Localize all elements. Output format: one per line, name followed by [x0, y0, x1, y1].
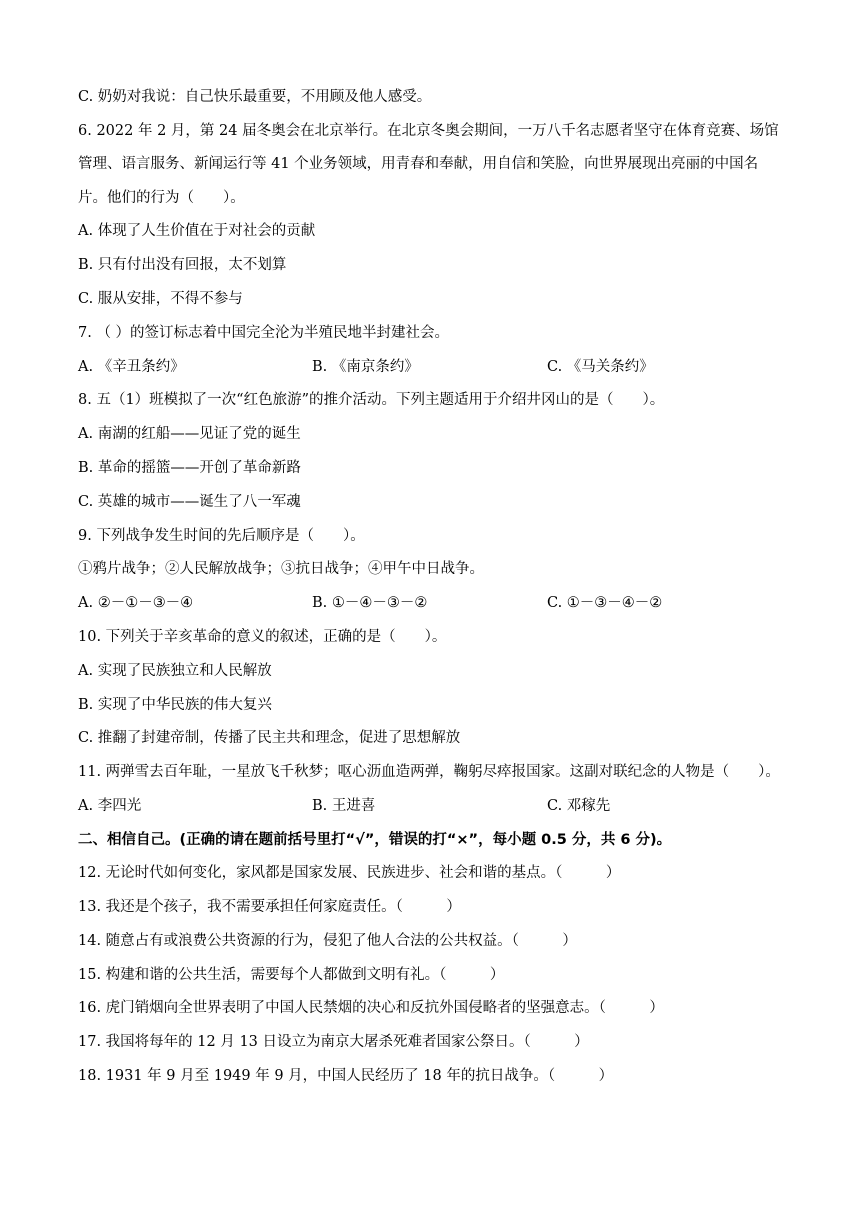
question-11-option-b: B. 王进喜 — [312, 798, 376, 814]
question-11-options — [78, 797, 798, 815]
question-10-option-a: A. 实现了民族独立和人民解放 — [78, 663, 272, 679]
section-2-heading: 二、相信自己。(正确的请在题前括号里打“√”，错误的打“×”，每小题 0.5 分，共 6 分)。 — [78, 832, 672, 848]
question-12-text: 12. 无论时代如何变化，家风都是国家发展、民族进步、社会和谐的基点。（ ） — [78, 865, 621, 881]
question-8-text: 8. 五（1）班模拟了一次“红色旅游”的推介活动。下列主题适用于介绍井冈山的是（ ）。 — [78, 392, 665, 408]
question-10-text: 10. 下列关于辛亥革命的意义的叙述，正确的是（ ）。 — [78, 629, 447, 645]
question-9-option-a: A. ②－①－③－④ — [78, 595, 194, 611]
question-7-option-a: A. 《辛丑条约》 — [78, 359, 185, 375]
question-9-option-b: B. ①－④－③－② — [312, 595, 428, 611]
question-9-text: 9. 下列战争发生时间的先后顺序是（ ）。 — [78, 528, 365, 544]
question-9-items: ①鸦片战争；②人民解放战争；③抗日战争；④甲午中日战争。 — [78, 561, 484, 577]
question-14-text: 14. 随意占有或浪费公共资源的行为，侵犯了他人合法的公共权益。（ ） — [78, 933, 577, 949]
question-8-option-b: B. 革命的摇篮——开创了革命新路 — [78, 460, 301, 476]
question-6-option-a: A. 体现了人生价值在于对社会的贡献 — [78, 223, 316, 239]
question-6-text-line-1: 6. 2022 年 2 月，第 24 届冬奥会在北京举行。在北京冬奥会期间，一万八千名志愿者坚守在体育竞赛、场馆 — [78, 123, 779, 139]
question-11-text: 11. 两弹雪去百年耻，一星放飞千秋梦；呕心沥血造两弹，鞠躬尽瘁报国家。这副对联纪念的人物是（ ）。 — [78, 764, 780, 780]
question-10-option-c: C. 推翻了封建帝制，传播了民主共和理念，促进了思想解放 — [78, 730, 461, 746]
question-11-option-a: A. 李四光 — [78, 798, 142, 814]
question-9-options — [78, 594, 798, 612]
question-6-text-line-2: 管理、语言服务、新闻运行等 41 个业务领域，用青春和奉献，用自信和笑脸，向世界展现出亮丽的中国名 — [78, 156, 759, 172]
question-7-text: 7. （ ）的签订标志着中国完全沦为半殖民地半封建社会。 — [78, 325, 450, 341]
question-16-text: 16. 虎门销烟向全世界表明了中国人民禁烟的决心和反抗外国侵略者的坚强意志。（ ） — [78, 1000, 664, 1016]
question-11-option-c: C. 邓稼先 — [547, 798, 611, 814]
question-8-option-c: C. 英雄的城市——诞生了八一军魂 — [78, 494, 301, 510]
question-7-option-c: C. 《马关条约》 — [547, 359, 654, 375]
question-17-text: 17. 我国将每年的 12 月 13 日设立为南京大屠杀死难者国家公祭日。（ ） — [78, 1034, 589, 1050]
question-6-option-c: C. 服从安排，不得不参与 — [78, 291, 243, 307]
question-13-text: 13. 我还是个孩子，我不需要承担任何家庭责任。（ ） — [78, 899, 461, 915]
question-9-option-c: C. ①－③－④－② — [547, 595, 663, 611]
question-7-options — [78, 358, 798, 376]
question-6-text-line-3: 片。他们的行为（ ）。 — [78, 190, 245, 206]
question-18-text: 18. 1931 年 9 月至 1949 年 9 月，中国人民经历了 18 年的抗日战争。（ ） — [78, 1068, 614, 1084]
question-6-option-b: B. 只有付出没有回报，太不划算 — [78, 257, 287, 273]
question-15-text: 15. 构建和谐的公共生活，需要每个人都做到文明有礼。（ ） — [78, 967, 505, 983]
question-5-option-c: C. 奶奶对我说：自己快乐最重要，不用顾及他人感受。 — [78, 89, 432, 105]
question-7-option-b: B. 《南京条约》 — [312, 359, 419, 375]
question-10-option-b: B. 实现了中华民族的伟大复兴 — [78, 697, 272, 713]
question-8-option-a: A. 南湖的红船——见证了党的诞生 — [78, 426, 301, 442]
